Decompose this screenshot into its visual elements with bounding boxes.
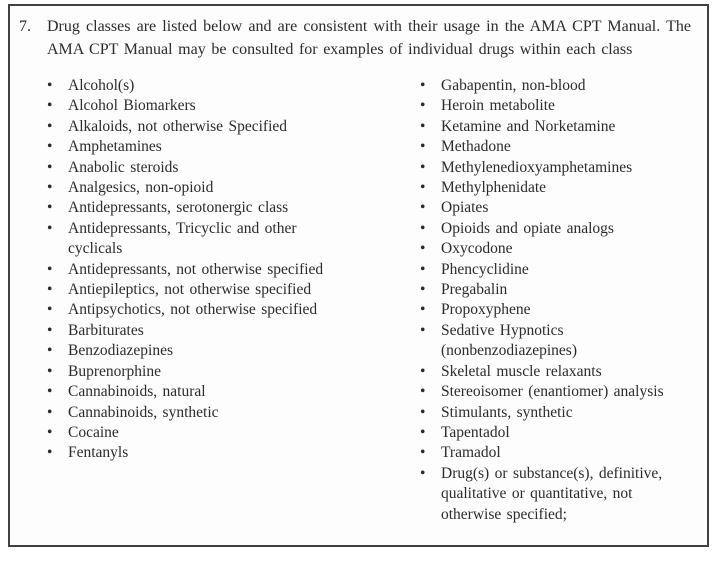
list-item: • Phencyclidine — [418, 260, 689, 280]
list-item: • Methylenedioxyamphetamines — [418, 158, 689, 178]
list-item: • Buprenorphine — [45, 362, 340, 382]
list-item: • Tapentadol — [418, 423, 689, 443]
list-item: • Drug(s) or substance(s), definitive, qualitative or quantitative, not otherwise specified; — [418, 464, 689, 525]
list-item: • Antidepressants, not otherwise specified — [45, 260, 340, 280]
list-item: • Benzodiazepines — [45, 341, 340, 361]
list-item: • Stimulants, synthetic — [418, 403, 689, 423]
list-item: • Analgesics, non-opioid — [45, 178, 340, 198]
item-number: 7. — [19, 18, 31, 35]
list-item: • Opioids and opiate analogs — [418, 219, 689, 239]
list-item: • Methylphenidate — [418, 178, 689, 198]
list-item: • Antiepileptics, not otherwise specified — [45, 280, 340, 300]
list-item: • Oxycodone — [418, 239, 689, 259]
drug-list-right-column — [418, 76, 693, 525]
list-item: • Skeletal muscle relaxants — [418, 362, 689, 382]
document-content — [10, 6, 707, 525]
list-item: • Alcohol Biomarkers — [45, 96, 340, 116]
list-item: • Barbiturates — [45, 321, 340, 341]
list-item: • Amphetamines — [45, 137, 340, 157]
list-item: • Alcohol(s) — [45, 76, 340, 96]
drug-list-left-column — [45, 76, 418, 525]
list-item: • Ketamine and Norketamine — [418, 117, 689, 137]
item-paragraph: Drug classes are listed below and are consistent with their usage in the AMA CPT Manual. The AMA CPT Manual may be consulted for examples of individual drugs within each class — [47, 18, 691, 58]
list-item: • Methadone — [418, 137, 689, 157]
list-item: • Propoxyphene — [418, 300, 689, 320]
list-item: • Antidepressants, Tricyclic and other cyclicals — [45, 219, 340, 260]
list-item: • Opiates — [418, 198, 689, 218]
list-item: • Alkaloids, not otherwise Specified — [45, 117, 340, 137]
list-item: • Heroin metabolite — [418, 96, 689, 116]
list-item: • Stereoisomer (enantiomer) analysis — [418, 382, 689, 402]
list-item: • Anabolic steroids — [45, 158, 340, 178]
list-item: • Gabapentin, non-blood — [418, 76, 689, 96]
list-item: • Tramadol — [418, 443, 689, 463]
list-item: • Fentanyls — [45, 443, 340, 463]
list-item: • Sedative Hypnotics (nonbenzodiazepines) — [418, 321, 689, 362]
list-item: • Cocaine — [45, 423, 340, 443]
list-item: • Cannabinoids, synthetic — [45, 403, 340, 423]
list-item: • Cannabinoids, natural — [45, 382, 340, 402]
list-item: • Pregabalin — [418, 280, 689, 300]
list-item-7 — [17, 15, 693, 61]
list-item: • Antidepressants, serotonergic class — [45, 198, 340, 218]
document-border-frame — [8, 4, 709, 547]
drug-class-columns — [45, 76, 693, 525]
list-item: • Antipsychotics, not otherwise specified — [45, 300, 340, 320]
